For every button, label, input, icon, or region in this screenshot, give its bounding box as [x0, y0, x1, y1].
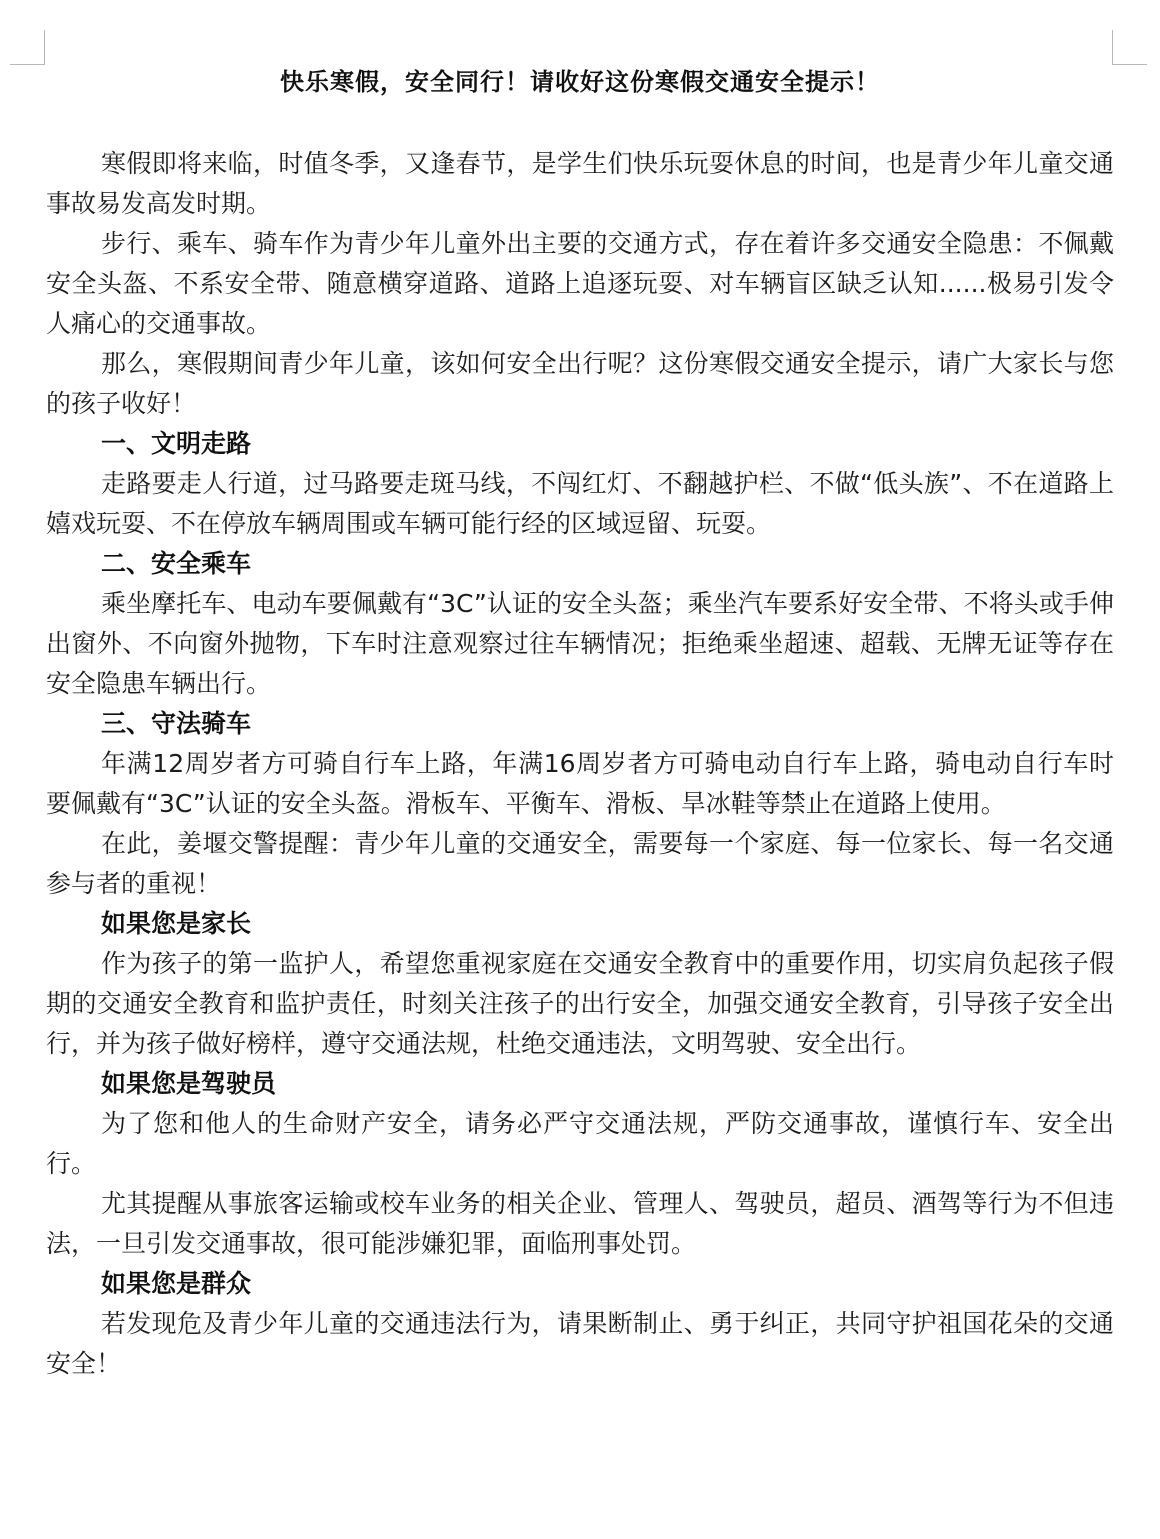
body-paragraph: 步行、乘车、骑车作为青少年儿童外出主要的交通方式，存在着许多交通安全隐患：不佩戴安全头盔、不系安全带、随意横穿道路、道路上追逐玩耍、对车辆盲区缺乏认知......极易引发令人痛心的交通事故。	[46, 229, 1114, 338]
body-paragraph: 在此，姜堰交警提醒：青少年儿童的交通安全，需要每一个家庭、每一位家长、每一名交通参与者的重视！	[46, 829, 1114, 898]
body-paragraph: 那么，寒假期间青少年儿童，该如何安全出行呢？这份寒假交通安全提示，请广大家长与您的孩子收好！	[46, 349, 1114, 418]
section-heading: 二、安全乘车	[101, 549, 252, 578]
body-paragraph: 乘坐摩托车、电动车要佩戴有“3C”认证的安全头盔；乘坐汽车要系好安全带、不将头或手伸出窗外、不向窗外抛物，下车时注意观察过往车辆情况；拒绝乘坐超速、超载、无牌无证等存在安全隐患车辆出行。	[46, 589, 1114, 698]
body-paragraph: 尤其提醒从事旅客运输或校车业务的相关企业、管理人、驾驶员，超员、酒驾等行为不但违法，一旦引发交通事故，很可能涉嫌犯罪，面临刑事处罚。	[46, 1189, 1114, 1258]
section-heading: 如果您是驾驶员	[101, 1069, 277, 1098]
section-heading: 如果您是家长	[101, 909, 252, 938]
body-paragraph: 若发现危及青少年儿童的交通违法行为，请果断制止、勇于纠正，共同守护祖国花朵的交通安全！	[46, 1309, 1114, 1378]
crop-mark-top-left	[10, 30, 45, 65]
section-heading: 如果您是群众	[101, 1269, 252, 1298]
section-heading: 三、守法骑车	[101, 709, 252, 738]
body-paragraph: 寒假即将来临，时值冬季，又逢春节，是学生们快乐玩耍休息的时间，也是青少年儿童交通事故易发高发时期。	[46, 149, 1114, 218]
body-paragraph: 年满12周岁者方可骑自行车上路，年满16周岁者方可骑电动自行车上路，骑电动自行车时要佩戴有“3C”认证的安全头盔。滑板车、平衡车、滑板、旱冰鞋等禁止在道路上使用。	[46, 749, 1114, 818]
document-page	[46, 62, 1114, 1384]
document-body	[46, 144, 1114, 1384]
section-heading: 一、文明走路	[101, 429, 252, 458]
body-paragraph: 作为孩子的第一监护人，希望您重视家庭在交通安全教育中的重要作用，切实肩负起孩子假期的交通安全教育和监护责任，时刻关注孩子的出行安全，加强交通安全教育，引导孩子安全出行，并为孩子做好榜样，遵守交通法规，杜绝交通违法，文明驾驶、安全出行。	[46, 949, 1114, 1058]
document-title: 快乐寒假，安全同行！请收好这份寒假交通安全提示！	[280, 68, 880, 96]
body-paragraph: 为了您和他人的生命财产安全，请务必严守交通法规，严防交通事故，谨慎行车、安全出行。	[46, 1109, 1114, 1178]
body-paragraph: 走路要走人行道，过马路要走斑马线，不闯红灯、不翻越护栏、不做“低头族”、不在道路上嬉戏玩耍、不在停放车辆周围或车辆可能行经的区域逗留、玩耍。	[46, 469, 1114, 538]
crop-mark-top-right	[1112, 30, 1147, 65]
